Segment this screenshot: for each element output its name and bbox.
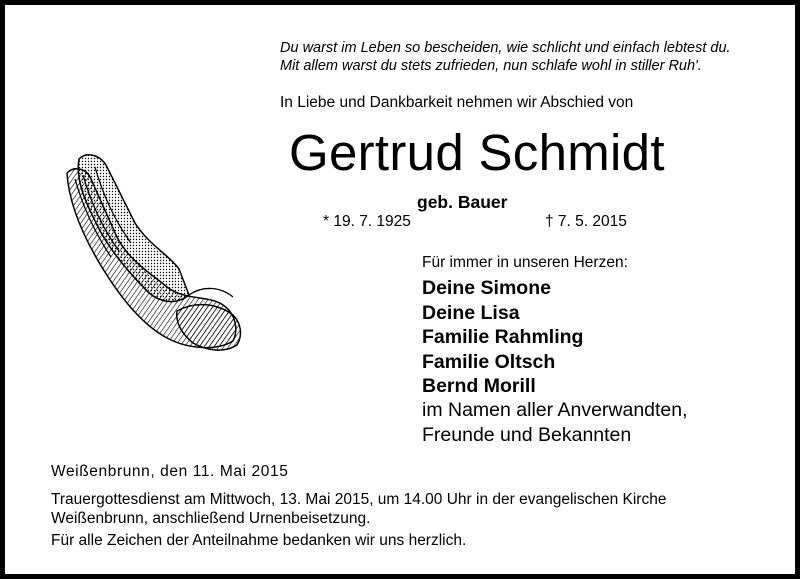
maiden-name: geb. Bauer <box>417 192 508 212</box>
mourners-list <box>422 276 583 399</box>
mourner: Deine Lisa <box>422 301 520 324</box>
mourner: Familie Rahmling <box>422 326 584 348</box>
service-line: Trauergottesdienst am Mittwoch, 13. Mai 2015, um 14.00 Uhr in der evangelischen Kirche <box>51 491 667 508</box>
mourners-remark <box>422 398 688 447</box>
remark-line: Freunde und Bekannten <box>422 423 632 446</box>
deceased-name: Gertrud Schmidt <box>289 124 665 181</box>
mourner: Familie Oltsch <box>422 350 556 373</box>
thanks-text: Für alle Zeichen der Anteilnahme bedanken wir uns herzlich. <box>51 532 467 549</box>
poem-line: Mit allem warst du stets zufrieden, nun schlafe wohl in stiller Ruh'. <box>280 58 702 74</box>
death-date: † 7. 5. 2015 <box>545 213 627 230</box>
service-info <box>51 490 666 528</box>
mourner: Bernd Morill <box>422 375 536 397</box>
praying-hands-icon <box>57 145 247 355</box>
intro-text: In Liebe und Dankbarkeit nehmen wir Abschied von <box>280 94 634 111</box>
remark-line: im Namen aller Anverwandten, <box>422 399 688 421</box>
hearts-line: Für immer in unseren Herzen: <box>422 254 628 271</box>
service-line: Weißenbrunn, anschließend Urnenbeisetzung. <box>51 510 371 527</box>
poem-line: Du warst im Leben so bescheiden, wie schlicht und einfach lebtest du. <box>280 40 731 56</box>
mourner: Deine Simone <box>422 277 551 299</box>
place-date: Weißenbrunn, den 11. Mai 2015 <box>51 463 289 480</box>
birth-date: * 19. 7. 1925 <box>323 213 411 230</box>
